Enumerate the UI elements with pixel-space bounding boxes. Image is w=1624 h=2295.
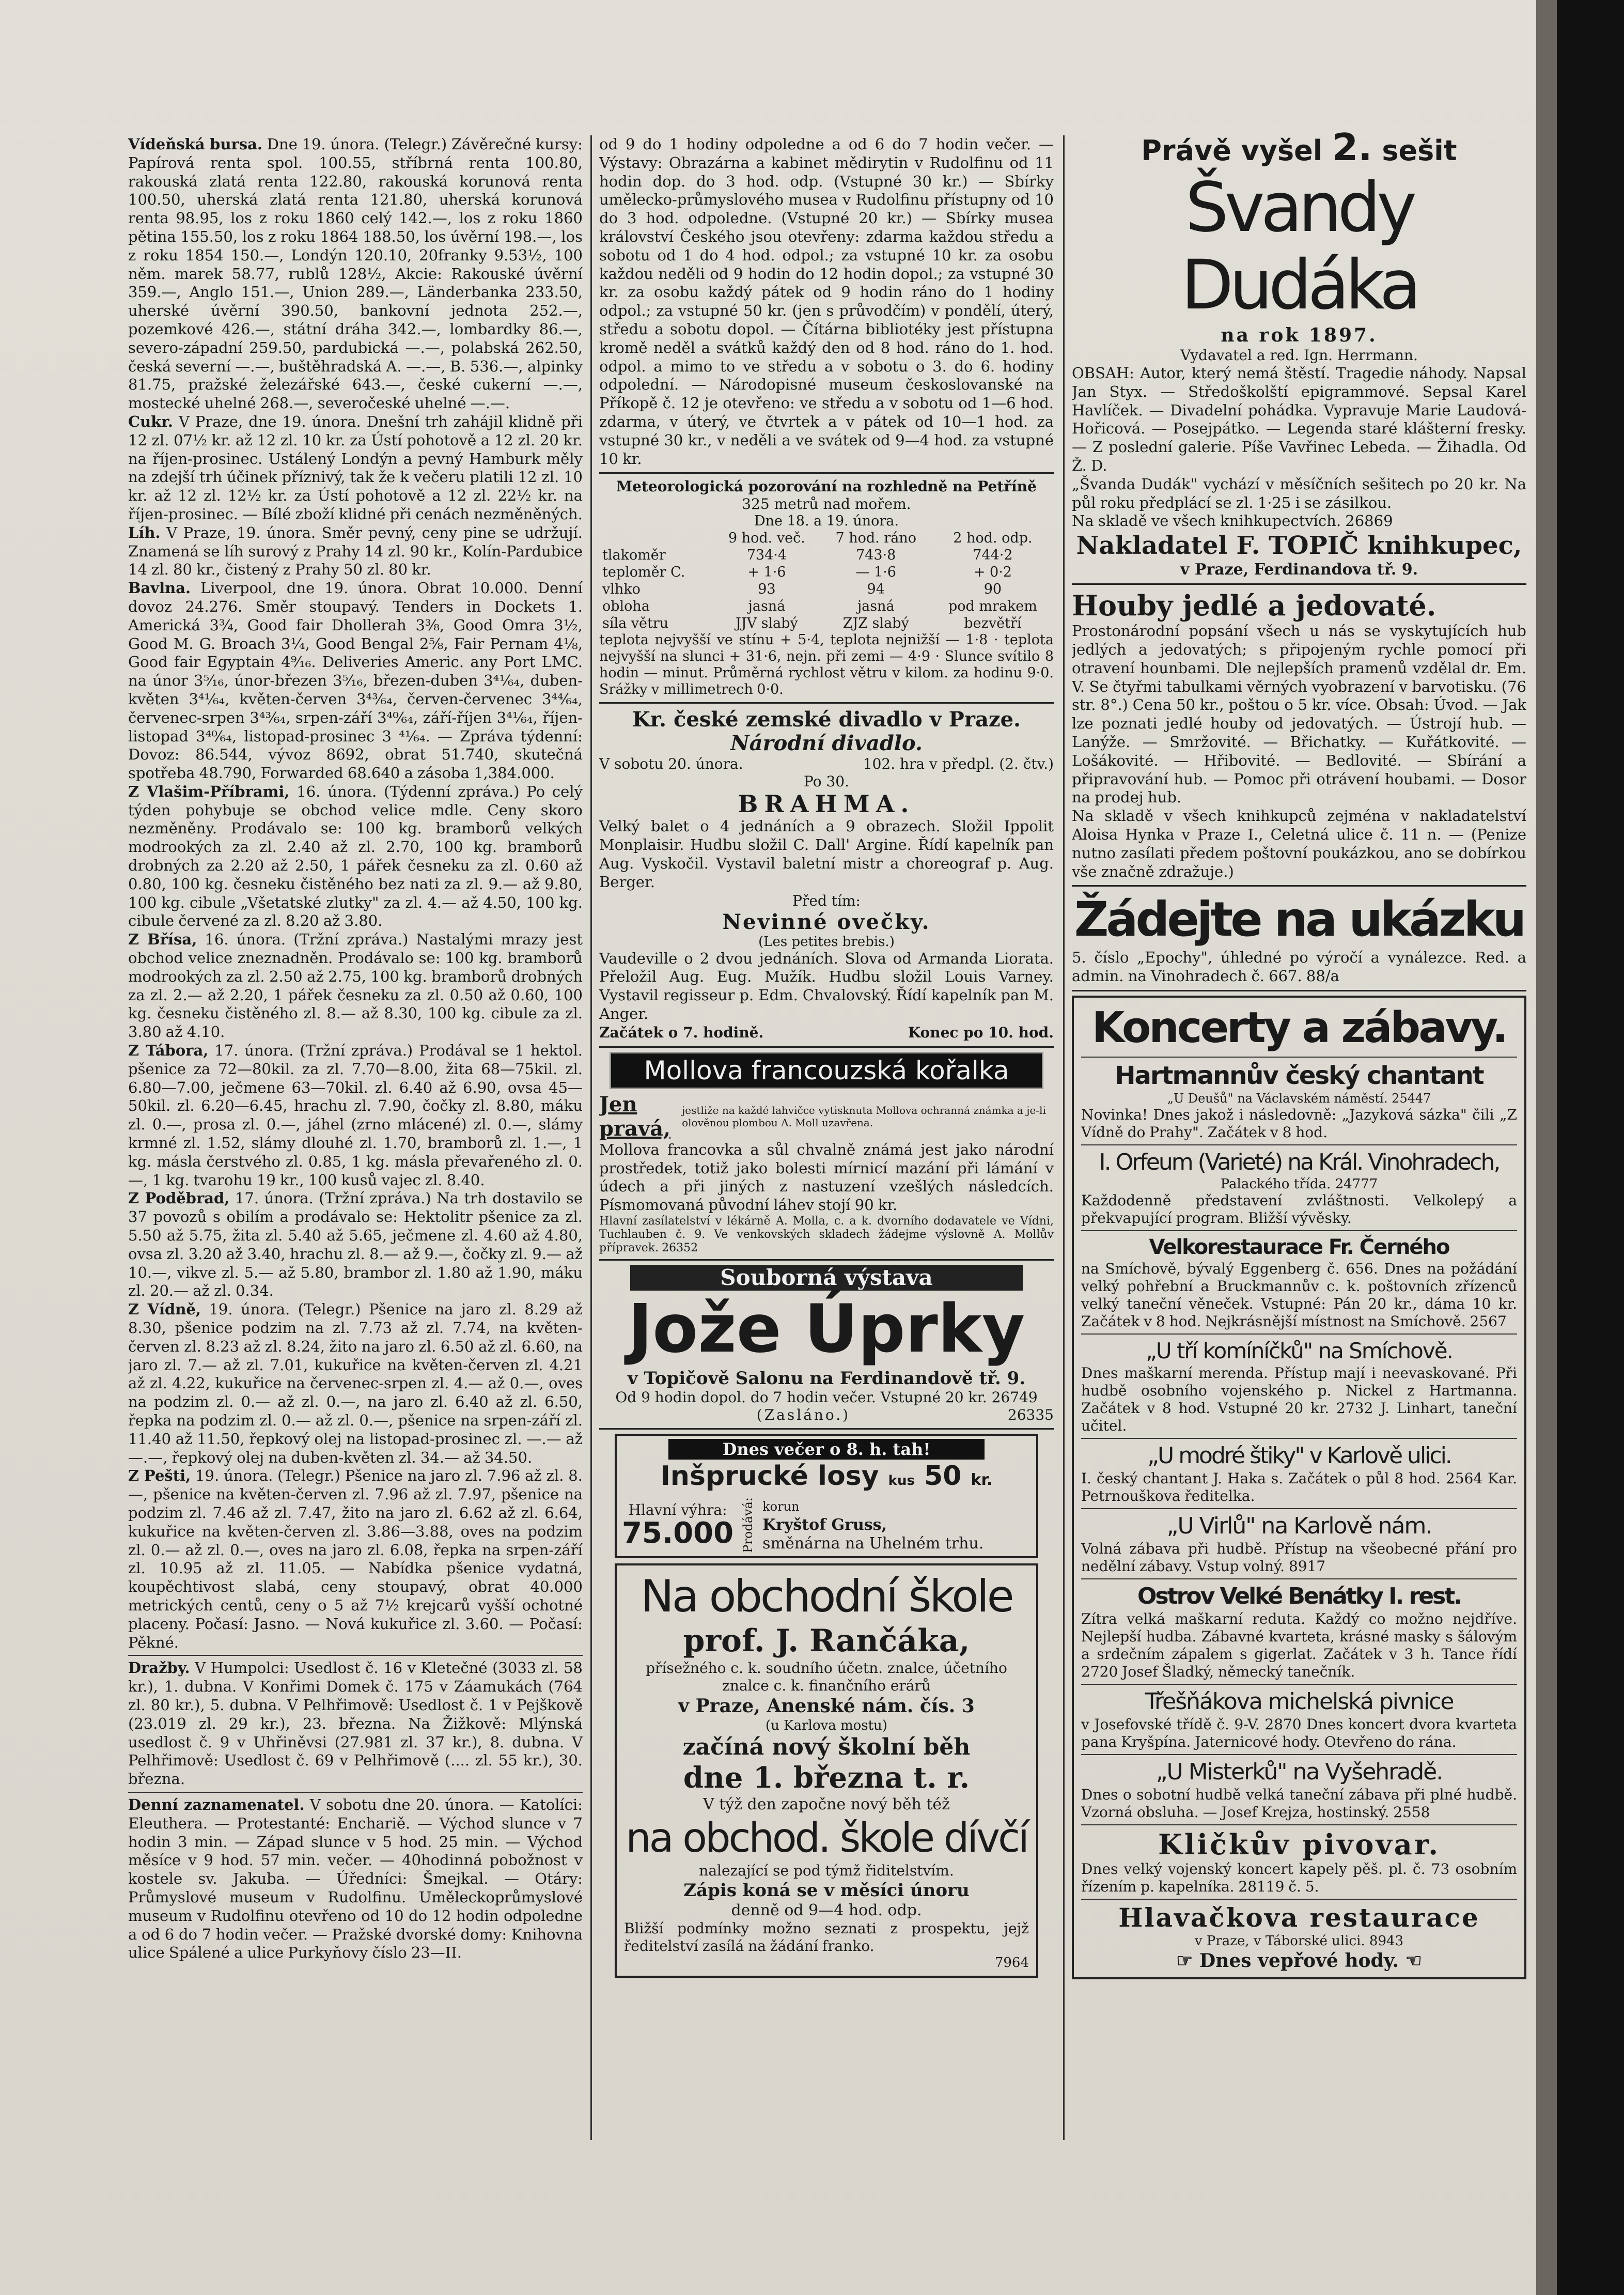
weather-cell: 734·4 — [746, 547, 787, 564]
theatre-title: Kr. české zemské divadlo v Praze. — [632, 707, 1021, 732]
article-head: Dražby. — [128, 1659, 190, 1677]
venue-text: Dnes o sobotní hudbě velká taneční zábava při plné hudbě. Vzorná obsluha. — Josef Krejza, hostinský. 2558 — [1081, 1786, 1517, 1821]
lottery-ad — [615, 1434, 1038, 1558]
venue-text: Dnes maškarní merenda. Přístup mají i neevaskované. Při hudbě osobního vojenského p. Nickel z Hartmanna. Začátek v 8 hod. Vstupné 20 kr. 2732 J. Linhart, taneční učitel. — [1081, 1364, 1517, 1434]
article-body: Liverpool, dne 19. února. Obrat 10.000. Denní dovoz 24.276. Směr stoupavý. Tenders in Dockets 1. Americká 3¾, Good fair Dhollerah 3⅜, Good Omra 3½, Good M. G. Broach 3¼, Good Bengal 2⅝, Fair Pernam 4⅛, Good fair Egyptain 4⁹⁄₁₆. Deliveries Americ. any Port LMC. na únor 3⁵⁄₁₆, únor-březen 3⁵⁄₁₆, březen-duben 3⁴¹⁄₆₄, duben-květen 3⁴¹⁄₆₄, květen-červen 3⁴³⁄₆₄, červen-červenec 3⁴⁴⁄₆₄, červenec-srpen 3⁴³⁄₆₄, srpen-září 3⁴⁰⁄₆₄, září-říjen 3⁴¹⁄₆₄, říjen-listopad 3⁴⁰⁄₆₄, listopad-prosinec 3 ⁴¹⁄₆₄. — Zpráva týdenní: Dovoz: 86.544, vývoz 8692, obrat 51.740, skutečná spotřeba 48.790, Forwarded 68.640 a zásoba 1,384.000. — [128, 579, 583, 782]
venue-listing — [1081, 1903, 1517, 1972]
divider — [1081, 1508, 1517, 1509]
weather-cell: obloha — [602, 598, 650, 615]
venue-listing — [1081, 1061, 1517, 1141]
weather-cell: tlakoměr — [602, 547, 666, 564]
venue-name: Hartmannův český chantant — [1115, 1061, 1484, 1090]
venue-text: Dnes velký vojenský koncert kapely pěš. pl. č. 73 osobním řízením p. kapelníka. 28119 č. 5. — [1081, 1860, 1517, 1895]
ukazka-heading: Žádejte na ukázku — [1074, 892, 1524, 948]
weather-cell: 90 — [983, 581, 1002, 598]
weather-cell: jasná — [857, 598, 895, 615]
school-heading: Na obchodní škole — [641, 1570, 1012, 1622]
dudak-subscription: „Švanda Dudák" vychází v měsíčních sešitech po 20 kr. Na půl roku předplácí se zl. 1·25 i se zásilkou. — [1072, 475, 1526, 511]
weather-cell: 744·2 — [973, 547, 1013, 564]
market-article — [128, 413, 583, 524]
weather-cell: síla větru — [602, 615, 669, 632]
divider — [1081, 1230, 1517, 1231]
theatre-programme — [599, 708, 1054, 1042]
weather-col: 2 hod. odp. — [953, 530, 1033, 547]
divider — [1081, 1824, 1517, 1825]
venue-text: Volná zábava při hudbě. Přístup na všeobecné přání pro nedělní zábavy. Vstup volný. 8917 — [1081, 1540, 1517, 1575]
article-body: V Humpolci: Usedlost č. 16 v Kletečné (3033 zl. 58 kr.), 1. dubna. V Konřimi Domek č. 175 v Záamukách (764 zl. 80 kr.), 5. dubna. V Pelhřimově: Usedlost č. 1 v Pejškově (23.019 zl. 29 kr.), 23. března. Na Žižkově: Mlýnská usedlost č. 9 v Uhřiněvsi (27.981 zl. 37 kr.), 8. dubna. V Pelhřimově: Usedlost č. 69 v Pelhřimově (.... zl. 55 kr.), 30. března. — [128, 1659, 583, 1788]
venue-address: Palackého třída. 24777 — [1220, 1176, 1378, 1192]
lottery-prize-label: Hlavní výhra: — [628, 1501, 727, 1519]
school-girls: na obchod. škole dívčí — [626, 1815, 1027, 1862]
divider — [599, 1259, 1054, 1261]
divider — [1081, 1057, 1517, 1058]
theatre-times — [599, 1024, 1054, 1042]
article-head: Z Vídně, — [128, 1300, 201, 1319]
play-title: BRAHMA. — [738, 790, 915, 818]
topic-address: v Praze, Ferdinandova tř. 9. — [1180, 561, 1418, 579]
column-market-reports — [128, 135, 583, 2109]
weather-cell: — 1·6 — [855, 564, 896, 581]
houby-ad — [1072, 589, 1526, 881]
divider — [1072, 990, 1526, 991]
venue-listing — [1081, 1234, 1517, 1330]
divider — [1081, 1578, 1517, 1579]
venue-text: Každodenně představení zvláštnosti. Velkolepý a překvapující program. Bližší vývěsky. — [1081, 1191, 1517, 1227]
mollova-ad — [599, 1052, 1054, 1255]
weather-cell: vlhko — [602, 581, 641, 598]
school-girls-desc: nalezající se pod týmž řiditelstvím. — [699, 1862, 954, 1879]
divider — [1072, 583, 1526, 585]
market-article — [128, 1300, 583, 1467]
weather-report — [599, 478, 1054, 698]
epocha-ad — [1072, 891, 1526, 986]
weather-notes: teplota nejvyšší ve stínu + 5·4, teplota nejnižší — 1·8 · teplota nejvyšší na slunci + 31·6, nejn. při zemi — 4·9 · Slunce svítilo 8 hodin — minut. Průměrná rychlost větru v kilom. za hodinu 9·0. Srážky v millimetrech 0·0. — [599, 632, 1054, 698]
venue-name: Velkorestaurace Fr. Černého — [1149, 1235, 1449, 1259]
school-address-note: (u Karlova mostu) — [766, 1717, 887, 1733]
school-address: v Praze, Anenské nám. čís. 3 — [678, 1695, 975, 1717]
houby-desc: Prostonárodní popsání všech u nás se vyskytujících hub jedlých a jedovatých; s připojeným rychle pomocí při otravení hounbami. Dle nejlepších pramenů vzdělal dr. Em. V. Se čtyřmi tabulkami věrných vyobrazení v barvotisku. (76 str. 8°.) Cena 50 kr., poštou o 5 kr. více. Obsah: Úvod. — Jak lze poznati jedlé houby od jedovatých. — Ústrojí hub. — Lanýže. — Smržovité. — Břichatky. — Kuřátkovité. — Lošákovité. — Hřibovité. — Bedlovité. — Sbírání a připravování hub. — Pomoc při otrávení houbami. — Dosor na prodej hub. — [1072, 622, 1526, 807]
market-article — [128, 579, 583, 783]
weather-row — [599, 547, 1054, 564]
venue-text: v Josefovské třídě č. 9-V. 2870 Dnes koncert dvora kvarteta pana Kryšpína. Jaternicové hody. Otevřeno do rána. — [1081, 1715, 1517, 1750]
article-head: Z Poděbrad, — [128, 1189, 230, 1207]
article-body: 17. února. (Tržní zpráva.) Na trh dostavilo se 37 povozů s obilím a prodávalo se: Hektolitr pšenice za zl. 5.50 až 5.75, žita zl. 5.40 až 5.65, ječmene zl. 4.60 až 4.80, ovsa zl. 3.20 až 3.40, hrachu zl. 8.— až 9.—, čočky zl. 9.— až 10.—, vikve zl. 5.— až 5.80, brambor zl. 1.80 až 1.90, máku zl. 20.— až zl. 0.34. — [128, 1189, 583, 1300]
venue-text: na Smíchově, bývalý Eggenberg č. 656. Dnes na požádání velký pohřební a Bruckmannův c. k. poštovních zřízenců velký taneční věneček. Vstupné: Pán 20 kr., dáma 10 kr. Začátek v 8 hod. Nejkrásnější místnost na Smíchově. 2567 — [1081, 1260, 1517, 1330]
weather-cell: ZJZ slabý — [842, 615, 909, 632]
mollova-row — [599, 1092, 1054, 1141]
divider — [599, 702, 1054, 704]
venue-address: v Praze, v Táborské ulici. 8943 — [1194, 1933, 1404, 1949]
concerts-section — [1072, 996, 1526, 1979]
lottery-unit: kus — [888, 1472, 915, 1488]
weather-cell: + 0·2 — [973, 564, 1012, 581]
weather-col: 9 hod. več. — [728, 530, 805, 547]
lottery-bottom — [622, 1497, 1031, 1553]
theatre-date-row — [599, 755, 1054, 773]
uprka-ad — [599, 1265, 1054, 1424]
dudak-announce-text: Právě vyšel — [1141, 134, 1323, 167]
pointing-hand-icon: ☞ — [1176, 1949, 1199, 1972]
weather-cell: JJV slabý — [735, 615, 798, 632]
divider — [1081, 1754, 1517, 1755]
venue-address: „U Deušů" na Václavském náměstí. 25447 — [1167, 1091, 1431, 1106]
venue-name: „U Virlů" na Karlově nám. — [1166, 1512, 1432, 1539]
venue-name: Ostrov Velké Benátky I. rest. — [1137, 1583, 1461, 1609]
uprka-place: v Topičově Salonu na Ferdinandově tř. 9. — [627, 1368, 1026, 1389]
mollova-note: jestliže na každé lahvičce vytisknuta Mollova ochranná známka a je-li olověnou plombou A. Moll uzavřena. — [682, 1104, 1046, 1129]
article-head: Z Tábora, — [128, 1042, 209, 1060]
zaslano-row — [599, 1406, 1054, 1424]
houby-title: Houby jedlé a jedovaté. — [1072, 589, 1436, 623]
weather-cell: 94 — [867, 581, 885, 598]
column-notices — [599, 135, 1054, 2109]
weather-row — [599, 615, 1054, 632]
dudak-issue-word: sešit — [1382, 134, 1457, 167]
weather-col: 7 hod. ráno — [835, 530, 916, 547]
article-body: 16. února. (Týdenní zpráva.) Po celý týden pohybuje se obchod velice mdle. Ceny skoro nezměněny. Prodávalo se: 100 kg. bramborů velkých modrookých za zl. 2.40 až zl. 2.70, 100 kg. bramborů drobných za 2.20 až 2.50, 1 pářek česneku za zl. 0.60 až 0.80, 100 kg. česneku čistěného bez nati za zl. 9.— až 9.80, 100 kg. cibule „Všetatské zlutky" za zl. 4.— až 4.50, 100 kg. cibule červené za zl. 8.20 až 3.80. — [128, 782, 583, 930]
venue-listing — [1081, 1149, 1517, 1227]
column-advertisements — [1072, 129, 1526, 2113]
weather-row — [599, 581, 1054, 598]
hody-text: Dnes vepřové hody. — [1199, 1949, 1399, 1972]
calendar-notice — [128, 1796, 583, 1962]
play-desc: Vaudeville o 2 dvou jednáních. Slova od Armanda Liorata. Přeložil Aug. Eug. Mužík. Hudbu složil Louis Varney. Vystavil regisseur p. Edm. Chvalovský. Řídí kapelník pan M. Anger. — [599, 949, 1054, 1022]
divider — [599, 1428, 1054, 1430]
article-head: Vídeňská bursa. — [128, 135, 263, 153]
mollova-only-genuine: Jen pravá, — [599, 1092, 671, 1141]
article-head: Cukr. — [128, 412, 173, 430]
auction-notice — [128, 1659, 583, 1789]
dudak-year: na rok 1897. — [1221, 324, 1378, 346]
venue-listing — [1081, 1442, 1517, 1505]
weather-row — [599, 598, 1054, 615]
article-body: V Praze, 19. února. Směr pevný, ceny pine se udržují. Znamená se líh surový z Prahy 14 zl. 90 kr., Kolín-Pardubice 14 zl. 80 kr., čistený z Prahy 50 zl. 80 kr. — [128, 523, 583, 579]
lottery-prize — [622, 1501, 733, 1548]
venue-listing — [1081, 1338, 1517, 1435]
market-article — [128, 135, 583, 413]
school-desc: přísežného c. k. soudního účetn. znalce, účetního znalce c. k. finančního erárů — [646, 1659, 1007, 1694]
weather-cell: bezvětří — [964, 615, 1022, 632]
theatre-performance: 102. hra v předpl. (2. čtv.) — [863, 755, 1054, 773]
dudak-editor: Vydavatel a red. Ign. Herrmann. — [1180, 347, 1418, 364]
lottery-seller-address: směnárna na Uhelném trhu. — [762, 1534, 984, 1553]
epocha-text: 5. číslo „Epochy", úhledné po výročí a vynálezce. Red. a admin. na Vinohradech č. 667. 88/a — [1072, 949, 1526, 985]
column-rule — [1063, 135, 1065, 2140]
weather-row — [599, 564, 1054, 581]
lottery-seller-block — [762, 1497, 983, 1553]
uprka-hours: Od 9 hodin dopol. do 7 hodin večer. Vstupné 20 kr. 26749 — [615, 1388, 1038, 1406]
venue-name: „U tří komíníčků" na Smíchově. — [1146, 1338, 1453, 1363]
theatre-date: V sobotu 20. února. — [599, 755, 743, 773]
venue-listing — [1081, 1583, 1517, 1681]
venue-name: „U Misterků" na Vyšehradě. — [1155, 1758, 1443, 1785]
venue-text: I. český chantant J. Haka s. Začátek o půl 8 hod. 2564 Kar. Petrnouškova ředitelka. — [1081, 1469, 1517, 1505]
dudak-title: Švandy Dudáka — [1181, 168, 1417, 325]
divider — [1081, 1684, 1517, 1685]
uprka-header: Souborná výstava — [630, 1265, 1023, 1291]
article-body: V Praze, dne 19. února. Dnešní trh zahájil klidně při 12 zl. 07½ kr. až 12 zl. 10 kr. za Ústí pohotově a 12 zl. 20 kr. na říjen-prosinec. Ustálený Londýn a pevný Hamburk měly na zdejší trh účinek příznivý, tak že k večeru platili 12 zl. 10 kr. až 12 zl. 12½ kr. za Ústí pohotově a 12 zl. 22½ kr. na říjen-prosinec. — Bílé zboží klidné při cenách nezměněných. — [128, 412, 583, 523]
weather-cell: pod mrakem — [948, 598, 1037, 615]
divider — [128, 1792, 583, 1793]
article-body: Dne 19. února. (Telegr.) Závěrečné kursy: Papírová renta spol. 100.55, stříbrná renta 100.80, rakouská zlatá renta 122.80, rakouská korunová renta 100.50, uherská zlatá renta 121.80, uherská korunová renta 98.95, los z roku 1860 celý 142.—, los z roku 1860 pětina 155.50, los z roku 1864 188.50, los úvěrní 198.—, los z roku 1854 150.—, Londýn 120.10, 20franky 9.53½, 100 něm. marek 58.77, rublů 128½, Akcie: Rakouské úvěrní 359.—, Anglo 151.—, Union 289.—, Länderbanka 233.50, uherské úvěrní 390.50, bankovní jednota 252.—, pozemkové 426.—, státní dráha 342.—, lombardky 86.—, severo-západní 259.50, pardubická —.—, polabská 262.50, česká severní —.—, buštěhradská A. —.—, B. 536.—, alpinky 81.75, pražské železářské 643.—, české cukerní —.—, mostecké uhelné 268.—, severočeské uhelné —.—. — [128, 135, 583, 412]
market-article — [128, 783, 583, 931]
venue-text: Novinka! Dnes jakož i následovně: „Jazyková sázka" čili „Z Vídně do Prahy". Začátek v 8 hod. — [1081, 1106, 1517, 1141]
lottery-currency: kr. — [971, 1470, 993, 1489]
lottery-prize-amount: 75.000 — [622, 1516, 734, 1550]
divider — [1081, 1333, 1517, 1335]
article-body: 17. února. (Tržní zpráva.) Prodával se 1 hektol. pšenice za 72—80kil. za zl. 7.70—8.00, žita 68—75kil. zl. 6.80—7.00, ječmene 63—70kil. zl. 6.40 až 6.90, ovsa 45—50kil. zl. 6.20—6.45, hrachu zl. 7.90, čočky zl. 8.80, máku zl. 0.—, prosa zl. 0.—, jáhel (zrno mlácené) zl. 0.—, slámy krmné zl. 1.52, slámy dlouhé zl. 1.70, bramborů zl. 1.—, 1 kg. másla čerstvého zl. 0.85, 1 kg. másla převařeného zl. 0.—, 1 kg. tvarohu 19 kr., 100 kusů vajec zl. 8.40. — [128, 1042, 583, 1189]
weather-title: Meteorologická pozorování na rozhledně na Petříně — [616, 478, 1037, 495]
school-enrolment: Zápis koná se v měsíci únoru — [683, 1880, 970, 1901]
divider — [599, 472, 1054, 474]
article-head: Denní zaznamenatel. — [128, 1795, 305, 1813]
play-desc: Velký balet o 4 jednáních a 9 obrazech. Složil Ippolit Monplaisir. Hudbu složil C. Dall' Argine. Řídí kapelník pan Aug. Vyskočil. Vystavil baletní mistr a choreograf p. Aug. Berger. — [599, 817, 1054, 891]
venue-listing — [1081, 1688, 1517, 1751]
lottery-title: Inšprucké losy — [660, 1460, 879, 1492]
concerts-heading: Koncerty a zábavy. — [1091, 1003, 1507, 1052]
divider — [599, 1046, 1054, 1048]
theatre-subtitle: Národní divadlo. — [730, 731, 923, 756]
article-body: 19. února. (Telegr.) Pšenice na jaro zl. 8.29 až 8.30, pšenice podzim na zl. 7.73 až zl. 7.74, na květen-červen zl. 8.23 až zl. 8.24, žito na jaro zl. 6.50 až zl. 6.60, na jaro zl. 7.— až zl. 7.01, kukuřice na květen-červen zl. 4.21 až zl. 4.22, kukuřice na červenec-srpen zl. 4.— až 0.—, oves na podzim zl. 0.— až zl. 0.—, na jaro zl. 6.40 až zl. 6.50, řepka na podzim zl. 0.— až zl. 0.—, pšenice na srpen-září zl. 11.40 až 11.50, řepkový olej na listopad-prosinec zl. —.— až —.—, řepkový olej na duben-květen zl. 34.— až 34.50. — [128, 1300, 583, 1466]
houby-stock: Na skladě v všech knihkupců zejména v nakladatelství Aloisa Hynka v Praze I., Celetná ulice č. 11 n. — (Penize nutno zasílati předem poštovní poukázkou, ano se dobírkou vše značně zdražuje.) — [1072, 807, 1526, 880]
venue-listing — [1081, 1828, 1517, 1896]
article-head: Bavlna. — [128, 579, 191, 597]
venue-text: Zítra velká maškarní reduta. Každý co možno nejdříve. Nejlepší hudba. Zábavné kvarteta, krásné masky s šálovým a srdečním zápalem s gigerlat. Začátek v 3 h. Tance řídí 2720 Josef Šladký, německý tanečník. — [1081, 1610, 1517, 1680]
ad-number: 26335 — [1007, 1406, 1054, 1423]
play-original-title: (Les petites brebis.) — [758, 934, 895, 950]
ad-number: 7964 — [994, 1955, 1029, 1971]
zaslano: (Zasláno.) — [756, 1406, 851, 1423]
market-article — [128, 524, 583, 579]
lottery-price: 50 — [924, 1460, 962, 1492]
play-title: Nevinné ovečky. — [722, 909, 931, 934]
article-head: Z Pešti, — [128, 1467, 191, 1485]
scan-border — [1557, 0, 1624, 2295]
divider — [1081, 1899, 1517, 1900]
school-prof: prof. J. Rančáka, — [683, 1622, 970, 1659]
dudak-contents: OBSAH: Autor, který nemá štěstí. Tragedie náhody. Napsal Jan Styx. — Středoškolští epigrammové. Sepsal Karel Havlíček. — Divadelní pohádka. Vypravuje Marie Laudová-Hořicová. — Posejpátko. — Legenda staré klášterní fresky. — Z poslední galerie. Píše Vavřinec Lebeda. — Žihadla. Od Ž. D. — [1072, 364, 1526, 474]
article-head: Z Břísa, — [128, 931, 197, 949]
venue-name: Hlavačkova restaurace — [1118, 1902, 1480, 1933]
market-article — [128, 1467, 583, 1652]
dudak-ad — [1072, 129, 1526, 579]
article-body: V sobotu dne 20. února. — Katolíci: Eleuthera. — Protestanté: Enchariě. — Východ slunce v 7 hodin 3 min. — Západ slunce v 5 hod. 25 min. — Východ měsíce v 9 hod. 57 min. večer. — 40hodinná pobožnost v kostele sv. Jakuba. — Úředníci: Šmejkal. — Otáry: Průmyslové museum v Rudolfinu. Uměleckoprůmyslové museum v Rudolfinu otevřeno od 10 do 12 hodin odpoledne a od 6 do 7 hodin večer. — Pražské dvorské domy: Knihovna ulice Spálené a ulice Purkyňovy číslo 23—II. — [128, 1795, 583, 1962]
market-article — [128, 1042, 583, 1189]
weather-cell: teploměr C. — [602, 564, 685, 581]
weather-date: Dne 18. a 19. února. — [754, 513, 899, 530]
weather-cell: 93 — [758, 581, 776, 598]
theatre-reprise: Po 30. — [804, 773, 849, 790]
end-time: Konec po 10. hod. — [908, 1024, 1054, 1041]
divider — [1072, 885, 1526, 887]
school-info: Bližší podmínky možno seznati z prospektu, jejž ředitelství zasílá na žádání franko. — [624, 1919, 1029, 1955]
mollova-footer: Hlavní zasílatelství v lékárně A. Molla, c. a k. dvorního dodavatele ve Vídni, Tuchlauben č. 9. Ve venkovských skladech žádejme výslovně A. Mollův přípravek. 26352 — [599, 1214, 1054, 1254]
divider — [1081, 1144, 1517, 1145]
weather-subtitle: 325 metrů nad mořem. — [742, 495, 911, 513]
lottery-seller: Kryštof Gruss, — [762, 1515, 887, 1534]
dudak-stock: Na skladě ve všech knihkupectvích. 26869 — [1072, 512, 1393, 530]
dudak-announce — [1072, 129, 1526, 169]
mollova-text: Mollova francovka a sůl chvalně známá jest jako národní prostředek, totiž jako bolesti mírnicí mazání při lámání v údech a při jiných z nastuzení vzešlých následcích. Písmomovaná původní láhev stojí 90 kr. — [599, 1140, 1054, 1214]
lottery-korun: korun — [762, 1499, 800, 1514]
weather-cell: 743·8 — [856, 547, 896, 564]
venue-listing — [1081, 1758, 1517, 1821]
lottery-side-label: Prodává: — [741, 1497, 756, 1553]
dudak-issue-number: 2. — [1332, 129, 1372, 169]
school-start-date: dne 1. března t. r. — [683, 1760, 970, 1795]
divider — [1081, 1438, 1517, 1439]
venue-text — [1081, 1949, 1517, 1972]
weather-cell: + 1·6 — [747, 564, 786, 581]
weather-header-row — [599, 530, 1054, 547]
lottery-title-row — [622, 1460, 1031, 1497]
lottery-tonight: Dnes večer o 8. h. tah! — [668, 1439, 985, 1460]
venue-name: Třešňákova michelská pivnice — [1145, 1688, 1454, 1715]
venue-name: Kličkův pivovar. — [1158, 1827, 1441, 1861]
school-start: začíná nový školní běh — [682, 1733, 971, 1760]
school-enrolment-hours: denně od 9—4 hod. odp. — [731, 1901, 922, 1919]
market-article — [128, 1189, 583, 1300]
pointing-hand-icon: ☜ — [1405, 1949, 1422, 1972]
column-rule — [590, 135, 592, 2140]
topic-publisher: Nakladatel F. TOPIČ knihkupec, — [1076, 531, 1522, 561]
article-body: 16. února. (Tržní zpráva.) Nastalými mrazy jest obchod velice zneznadněn. Prodávalo se: 100 kg. bramborů modrookých za zl. 2.50 až 2.75, 100 kg. bramborů drobných za zl. 2.— až 2.20, 1 pářek česneku za zl. 0.50 až 0.60, 100 kg. česneku čistěného zl. 8.— až 8.30, 100 kg. cibule za zl. 3.80 až 4.10. — [128, 931, 583, 1041]
venue-name: „U modré štiky" v Karlově ulici. — [1147, 1442, 1451, 1469]
venue-name: I. Orfeum (Varieté) na Král. Vinohradech, — [1099, 1149, 1500, 1175]
theatre-before: Před tím: — [792, 892, 861, 909]
venue-listing — [1081, 1512, 1517, 1575]
school-also: V týž den započne nový běh též — [703, 1795, 950, 1813]
mollova-banner: Mollova francouzská kořalka — [610, 1052, 1043, 1089]
exhibitions-text: od 9 do 1 hodiny odpoledne a od 6 do 7 hodin večer. — Výstavy: Obrazárna a kabinet mědirytin v Rudolfinu od 11 hodin dop. do 3 hod. odp. (Vstupné 30 kr.) — Sbírky umělecko-průmyslového musea v Rudolfinu přístupny od 10 do 3 hod. odpoledne. (Vstupné 20 kr.) — Sbírky musea království Českého jsou otevřeny: zdarma každou středu a sobotu od 1 do 4 hod. odpol.; za vstupné 10 kr. za osobu každou neděli od 9 hodin do 12 hodin dopol.; za vstupné 30 kr. za osobu každý pátek od 9 hodin ráno do 1 hodiny odpol.; za vstupné 50 kr. (jen s průvodčím) v pondělí, úterý, středu a sobotu dopol. — Čítárna bibliotéky jest přístupna kromě neděl a svátků každý den od 8 hod. ráno do 1. hod. odpol. a mimo to ve středu a v sobotu o 3. do 6. hodiny odpolední. — Národopisné museum českoslovanské na Příkopě č. 12 je otevřeno: ve středu a v sobotu od 1—6 hod. zdarma, v úterý, ve čtvrtek a v pátek od 10—1 hod. za vstupné 30 kr., v neděli a ve svátek od 9—4 hod. za vstupné 10 kr. — [599, 135, 1054, 468]
article-head: Z Vlašim-Příbrami, — [128, 782, 290, 800]
article-head: Líh. — [128, 523, 161, 541]
page-shadow — [1536, 0, 1557, 2295]
divider — [128, 1655, 583, 1656]
article-body: 19. února. (Telegr.) Pšenice na jaro zl. 7.96 až zl. 8.—, pšenice na květen-červen zl. 7.96 až zl. 7.97, pšenice na podzim zl. 7.46 až zl. 7.47, žito na jaro zl. 6.62 až zl. 6.64, kukuřice na květen-červen zl. 3.86—3.88, oves na podzim zl. 0.— až zl. 0.—, oves na jaro zl. 6.08, řepka na srpen-září zl. 10.95 až zl. 11.05. — Nabídka pšenice vydatná, koupěchtivost slabá, ceny stoupavý, obrat 40.000 metrických centů, ceny o 5 až 7½ krejcarů vyšší ochotné placeny. Počasí: Jasno. — Nová kukuřice zl. 3.60. — Počasí: Pěkné. — [128, 1467, 583, 1651]
market-article — [128, 931, 583, 1042]
school-ad — [615, 1563, 1038, 1978]
weather-cell: jasná — [748, 598, 786, 615]
start-time: Začátek o 7. hodině. — [599, 1024, 764, 1041]
weather-table — [599, 530, 1054, 632]
uprka-name: Jože Úprky — [628, 1290, 1025, 1368]
